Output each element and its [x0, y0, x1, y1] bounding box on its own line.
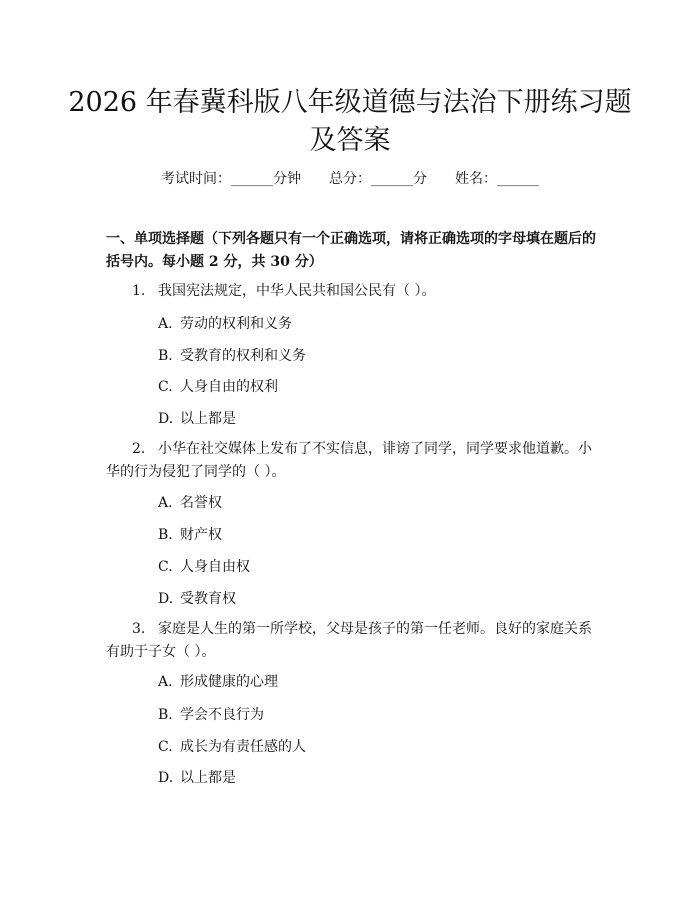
option-text: 人身自由的权利: [180, 379, 278, 395]
document-title: 2026 年春冀科版八年级道德与法治下册练习题及答案: [68, 87, 632, 156]
question-text: 小华在社交媒体上发布了不实信息，诽谤了同学，同学要求他道歉。小华的行为侵犯了同学的（ ）。: [106, 441, 592, 480]
exam-time-blank: ______: [231, 171, 273, 187]
option-text: 学会不良行为: [180, 707, 264, 723]
question-text: 我国宪法规定，中华人民共和国公民有（ ）。: [158, 283, 436, 299]
question-2-option-c: [158, 558, 250, 576]
option-letter: C.: [158, 739, 173, 755]
question-3-option-d: [158, 769, 236, 787]
option-letter: B.: [158, 707, 173, 723]
question-3-option-b: [158, 706, 264, 724]
question-3-option-c: [158, 738, 306, 756]
option-letter: B.: [158, 348, 173, 364]
question-2: [106, 438, 601, 484]
option-text: 以上都是: [180, 770, 236, 786]
score-blank: ______: [371, 171, 413, 187]
option-text: 劳动的权利和义务: [180, 316, 292, 332]
name-blank: ______: [497, 171, 539, 187]
score-unit: 分: [413, 171, 427, 187]
question-text: 家庭是人生的第一所学校，父母是孩子的第一任老师。良好的家庭关系有助于子女（ ）。: [106, 621, 592, 660]
question-2-option-d: [158, 590, 236, 608]
score-label: 总分：: [329, 171, 371, 187]
option-letter: A.: [158, 674, 173, 690]
question-1-option-b: [158, 347, 306, 365]
question-2-option-b: [158, 526, 222, 544]
option-letter: D.: [158, 411, 174, 427]
option-letter: C.: [158, 559, 173, 575]
question-number: 3.: [132, 621, 146, 637]
question-2-option-a: [158, 494, 222, 512]
question-1-option-a: [158, 315, 292, 333]
option-text: 名誉权: [180, 495, 222, 511]
question-3-option-a: [158, 673, 278, 691]
exam-time-unit: 分钟: [273, 171, 301, 187]
question-1-option-d: [158, 410, 236, 428]
option-text: 受教育的权利和义务: [180, 348, 306, 364]
option-text: 形成健康的心理: [180, 674, 278, 690]
option-text: 财产权: [180, 527, 222, 543]
question-number: 1.: [132, 283, 146, 299]
option-text: 受教育权: [180, 591, 236, 607]
question-number: 2.: [132, 441, 146, 457]
option-letter: D.: [158, 770, 174, 786]
section-heading: 一、单项选择题（下列各题只有一个正确选项，请将正确选项的字母填在题后的括号内。每小题 2 分，共 30 分）: [106, 231, 596, 270]
option-letter: D.: [158, 591, 174, 607]
option-letter: C.: [158, 379, 173, 395]
option-letter: A.: [158, 316, 173, 332]
option-letter: B.: [158, 527, 173, 543]
option-text: 以上都是: [180, 411, 236, 427]
question-1-option-c: [158, 378, 278, 396]
question-1: [106, 280, 601, 303]
option-text: 成长为有责任感的人: [180, 739, 306, 755]
option-text: 人身自由权: [180, 559, 250, 575]
exam-meta-line: [0, 170, 700, 188]
question-3: [106, 618, 601, 664]
option-letter: A.: [158, 495, 173, 511]
exam-time-label: 考试时间：: [161, 171, 231, 187]
name-label: 姓名：: [455, 171, 497, 187]
